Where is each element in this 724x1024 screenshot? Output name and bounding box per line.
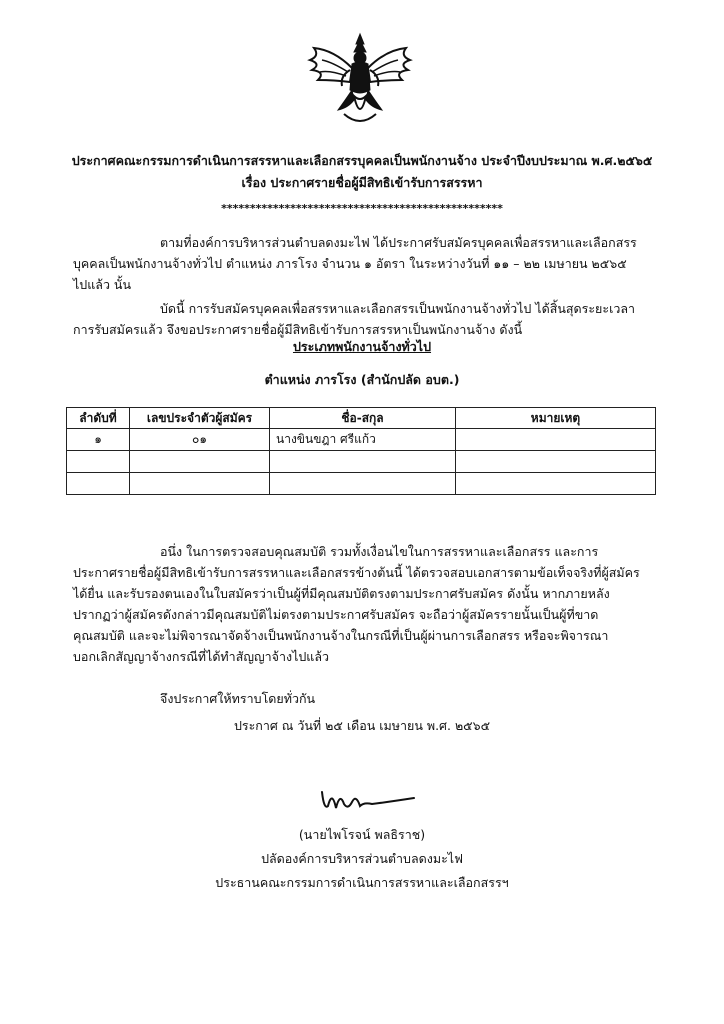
- title-line-2: เรื่อง ประกาศรายชื่อผู้มีสิทธิเข้ารับการสรรหา: [241, 175, 483, 190]
- signer-position-2: ประธานคณะกรรมการดำเนินการสรรหาและเลือกสรรฯ: [215, 875, 509, 890]
- cell-remark: [456, 473, 656, 495]
- paragraph-line: ปรากฏว่าผู้สมัครดังกล่าวมีคุณสมบัติไม่ตรงตามประกาศรับสมัคร จะถือว่าผู้สมัครรายนั้นเป็นผู้ที่ขาด: [73, 607, 599, 622]
- paragraph-line: จึงประกาศให้ทราบโดยทั่วกัน: [160, 691, 316, 706]
- paragraph-line: ตามที่องค์การบริหารส่วนตำบลดงมะไฟ ได้ประกาศรับสมัครบุคคลเพื่อสรรหาและเลือกสรร: [160, 235, 637, 250]
- category-heading: ประเภทพนักงานจ้างทั่วไป: [292, 339, 432, 354]
- column-header-applicant-id: เลขประจำตัวผู้สมัคร: [130, 408, 270, 429]
- announce-date: ประกาศ ณ วันที่ ๒๕ เดือน เมษายน พ.ศ. ๒๕๖๕: [233, 718, 491, 733]
- cell-order: [67, 473, 130, 495]
- cell-order: ๑: [67, 429, 130, 451]
- cell-name: [270, 451, 456, 473]
- paragraph-status: [73, 298, 669, 340]
- paragraph-line: อนึ่ง ในการตรวจสอบคุณสมบัติ รวมทั้งเงื่อนไขในการสรรหาและเลือกสรร และการ: [160, 544, 599, 559]
- paragraph-line: ไปแล้ว นั้น: [73, 277, 132, 292]
- cell-applicant-id: [130, 473, 270, 495]
- table-header-row: [67, 408, 656, 429]
- table-row: [67, 451, 656, 473]
- cell-applicant-id: [130, 451, 270, 473]
- separator-stars: *************************************************: [221, 202, 503, 215]
- paragraph-line: บุคคลเป็นพนักงานจ้างทั่วไป ตำแหน่ง ภารโรง จำนวน ๑ อัตรา ในระหว่างวันที่ ๑๑ – ๒๒ เมษายน ๒๕๖๕: [73, 256, 627, 271]
- paragraph-line: บัดนี้ การรับสมัครบุคคลเพื่อสรรหาและเลือกสรรเป็นพนักงานจ้างทั่วไป ได้สิ้นสุดระยะเวลา: [160, 301, 636, 316]
- paragraph-line: การรับสมัครแล้ว จึงขอประกาศรายชื่อผู้มีสิทธิเข้ารับการสรรหาเป็นพนักงานจ้าง ดังนี้: [73, 322, 523, 337]
- paragraph-intro: [73, 232, 669, 295]
- signer-position-1: ปลัดองค์การบริหารส่วนตำบลดงมะไฟ: [261, 851, 463, 866]
- table-row: [67, 473, 656, 495]
- cell-applicant-id: ๐๑: [130, 429, 270, 451]
- cell-remark: [456, 429, 656, 451]
- paragraph-line: บอกเลิกสัญญาจ้างกรณีที่ได้ทำสัญญาจ้างไปแล้ว: [73, 649, 330, 664]
- paragraph-closing: [73, 688, 669, 709]
- column-header-remark: หมายเหตุ: [456, 408, 656, 429]
- column-header-name: ชื่อ-สกุล: [270, 408, 456, 429]
- position-heading: ตำแหน่ง ภารโรง (สำนักปลัด อบต.): [264, 372, 460, 387]
- column-header-order: ลำดับที่: [67, 408, 130, 429]
- signer-block: [0, 823, 724, 895]
- paragraph-line: ประกาศรายชื่อผู้มีสิทธิเข้ารับการสรรหาและเลือกสรรข้างต้นนี้ ได้ตรวจสอบเอกสารตามข้อเท็จจริงที่ผู้สมัคร: [73, 565, 640, 580]
- cell-name: [270, 473, 456, 495]
- paragraph-notice: [73, 541, 669, 667]
- title-line-1: ประกาศคณะกรรมการดำเนินการสรรหาและเลือกสรรบุคคลเป็นพนักงานจ้าง ประจำปีงบประมาณ พ.ศ.๒๕๖๕: [71, 153, 653, 168]
- cell-remark: [456, 451, 656, 473]
- garuda-emblem-icon: [298, 30, 422, 130]
- cell-name: นางขินขฎา ศรีแก้ว: [270, 429, 456, 451]
- announcement-title: [60, 150, 664, 194]
- applicant-table: [66, 407, 656, 495]
- signer-name: (นายไพโรจน์ พลธิราช): [298, 827, 426, 842]
- paragraph-line: ได้ยื่น และรับรองตนเองในใบสมัครว่าเป็นผู้ที่มีคุณสมบัติตรงตามประกาศรับสมัคร ดังนั้น หากภายหลัง: [73, 586, 610, 601]
- table-row: [67, 429, 656, 451]
- cell-order: [67, 451, 130, 473]
- signature-icon: [318, 780, 418, 820]
- paragraph-line: คุณสมบัติ และจะไม่พิจารณาจัดจ้างเป็นพนักงานจ้างในกรณีที่เป็นผู้ผ่านการเลือกสรร หรือจะพิจารณา: [73, 628, 609, 643]
